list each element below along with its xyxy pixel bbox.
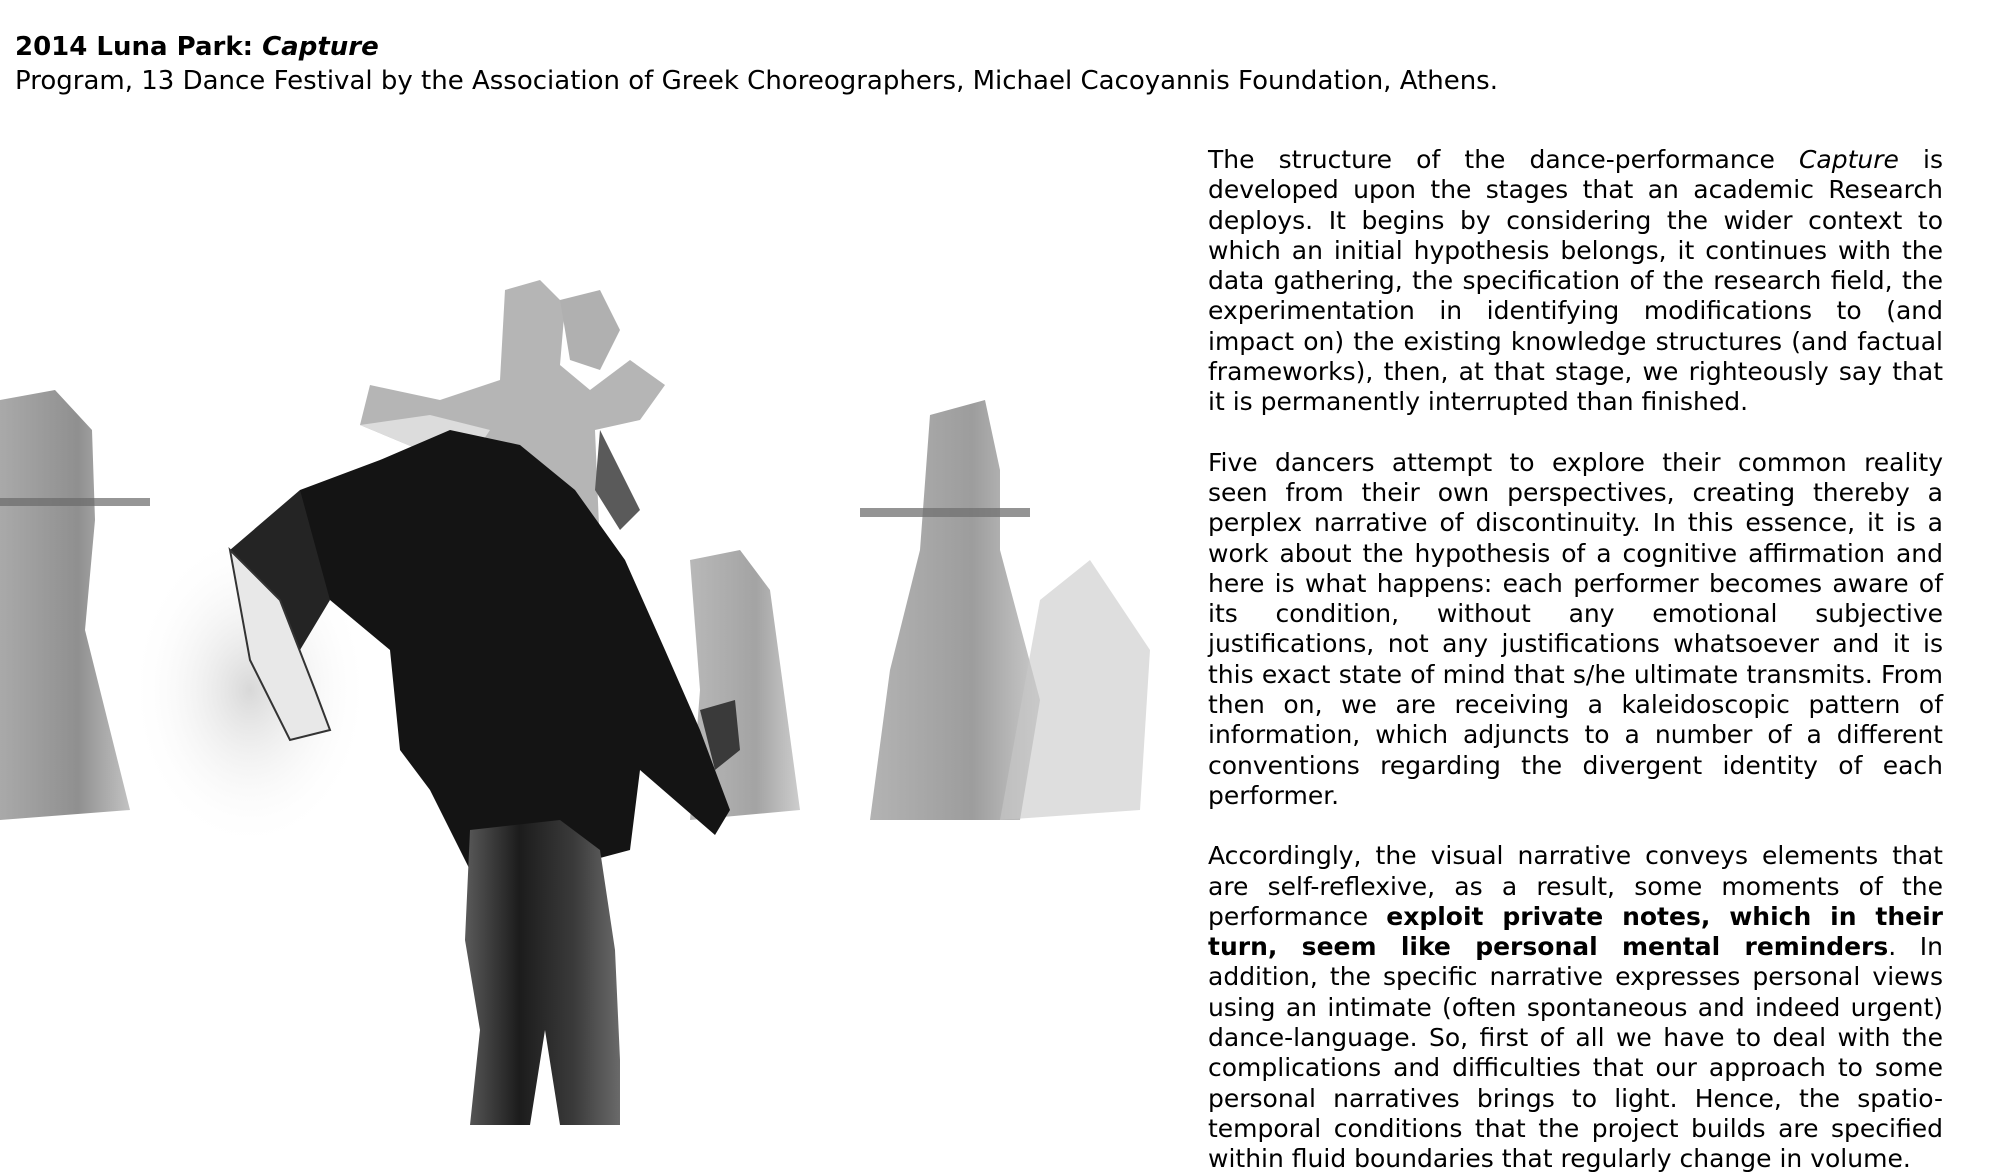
p1-before: The structure of the dance-performance [1208, 145, 1799, 174]
rail-left [0, 498, 150, 506]
title-prefix: 2014 Luna Park: [15, 32, 263, 62]
p3-bold: exploit private notes, which in their turn, seem like personal mental reminders [1208, 901, 1944, 962]
page-title [15, 30, 1915, 64]
body-text [1208, 145, 1943, 1175]
dancer-photograph [0, 130, 1160, 1125]
p1-italic: Capture [1798, 145, 1899, 174]
rail-right [860, 508, 1030, 517]
paragraph-dancers: Five dancers attempt to explore their common reality seen from their own perspectives, creating thereby a perplex narrative of discontinuity. In this essence, it is a work about the hypothesis of a cognitive affirmation and here is what happens: each performer becomes aware of its condition, without any emotional subjective justifications, not any justifications whatsoever and it is this exact state of mind that s/he ultimate transmits. From then on, we are receiving a kaleidoscopic pattern of information, which adjuncts to a number of a different conventions regarding the divergent identity of each performer. [1208, 447, 1943, 810]
p1-after: is developed upon the stages that an academic Research deploys. It begins by considering the wider context to which an initial hypothesis belongs, it continues with the data gathering, the specification of the research field, the experimentation in identifying modifications to (and impact on) the existing knowledge structures (and factual frameworks), then, at that stage, we righteously say that it is permanently interrupted than finished. [1208, 145, 1943, 417]
p3-before: Accordingly, the visual narrative conveys elements that are self-reflexive, as a result, some moments of the performance [1208, 841, 1943, 931]
paragraph-structure [1208, 145, 1943, 418]
page-subtitle: Program, 13 Dance Festival by the Association of Greek Choreographers, Michael Cacoyannis Foundation, Athens. [15, 66, 1498, 96]
page-header [15, 30, 1915, 98]
p3-after: . In addition, the specific narrative expresses personal views using an intimate (often spontaneous and indeed urgent) dance-language. So, first of all we have to deal with the complications and difficulties that our approach to some personal narratives brings to light. Hence, the spatio-temporal conditions that the project builds are specified within fluid boundaries that regularly change in volume. [1208, 932, 1943, 1174]
title-work: Capture [262, 32, 379, 62]
